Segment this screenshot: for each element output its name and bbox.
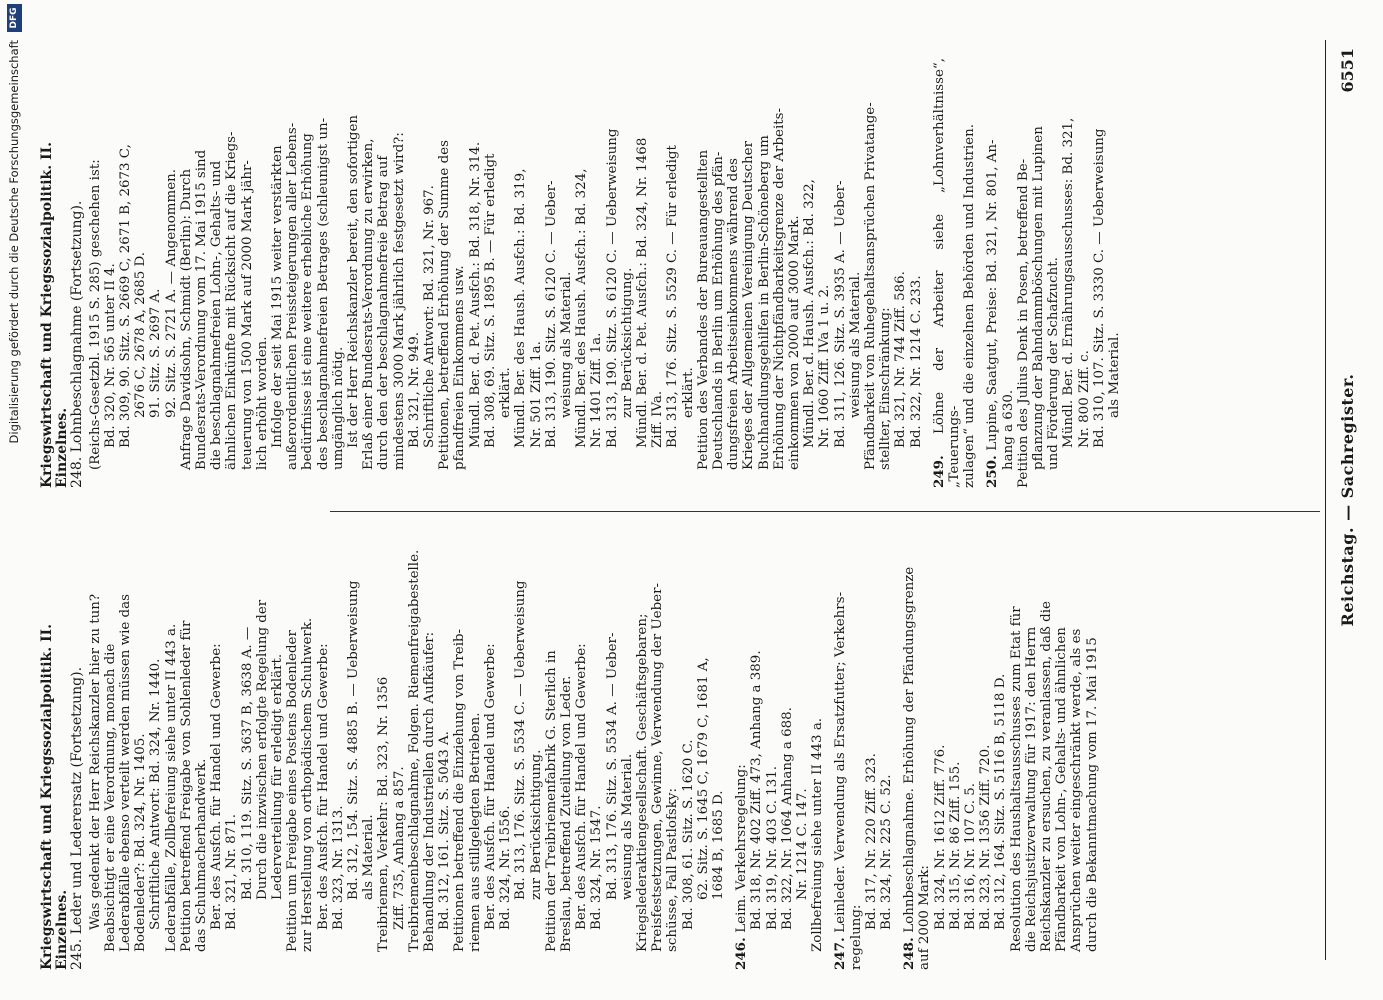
left_column.lines-text-line: zur Herstellung von orthopädischem Schuhwerk. bbox=[300, 617, 316, 952]
left_column.lines-text-line: Bd. 321, Nr. 871. bbox=[224, 814, 240, 930]
right_column.lines-text-line: stellter, Einschränkung: bbox=[878, 307, 894, 470]
right_column.lines-text-line: Erlaß einer Bundesrats-Verordnung zu erwirken, bbox=[361, 138, 377, 470]
left_column.lines-text-line: Lederverteilung für erledigt erklärt. bbox=[270, 653, 286, 900]
entry-text: Bd. 318, Nr. 402 Ziff. 473, Anhang a 389. bbox=[749, 650, 765, 930]
entry-text-line bbox=[985, 58, 1000, 488]
left_column.lines-text-line: Preisfestsetzungen, Gewinne, Verwendung der Ueber- bbox=[650, 582, 666, 952]
entry-text-line bbox=[765, 540, 780, 970]
entry-text: Bd. 312, 164. Sitz. S. 5116 B, 5118 D. bbox=[993, 673, 1009, 930]
entry-text-line bbox=[833, 540, 848, 970]
right_column.lines-text-line: 2676 C, 2678 A, 2685 D. bbox=[133, 252, 149, 418]
digitization-footer bbox=[4, 0, 28, 1000]
entry-text-line bbox=[902, 540, 917, 970]
entry-text-line bbox=[978, 540, 993, 970]
entry-text-line bbox=[1039, 540, 1054, 970]
entry-text: Lohnbeschlagnahme. Erhöhung der Pfändungsgrenze bbox=[902, 566, 918, 933]
right-subheading: 248. Lohnbeschlagnahme (Fortsetzung). bbox=[69, 200, 86, 488]
entry-text-line bbox=[1077, 58, 1092, 488]
entry-text: regelung: bbox=[848, 904, 864, 970]
entry-text-line bbox=[993, 540, 1008, 970]
left_column.lines-text-line: Ziff. 735, Anhang a 857. bbox=[391, 766, 407, 930]
entry-text-line bbox=[1054, 540, 1069, 970]
header-title: Reichstag. — Sachregister. bbox=[1338, 373, 1357, 627]
right_column.lines-text-line: Mündl. Ber. d. Pet. Ausfch.: Bd. 324, Nr. 1468 bbox=[634, 137, 650, 448]
right_column.lines-text-line: Schriftliche Antwort: Bd. 321, Nr. 967. bbox=[422, 185, 438, 448]
right_column.lines-text-line: Erhöhung der Nichtpfändbarkeitsgrenze der Arbeits- bbox=[771, 108, 787, 470]
entry-text-line bbox=[810, 540, 825, 970]
dfg-logo: DFG bbox=[7, 4, 22, 32]
entry-text-line bbox=[864, 540, 879, 970]
entry-text: Zollbefreiung siehe unter II 443 a. bbox=[810, 717, 826, 952]
entry-text-line bbox=[734, 540, 749, 970]
right_column.lines-text-line: Bd. 309, 90. Sitz. S. 2669 C, 2671 B, 2673 C, bbox=[118, 144, 134, 448]
left-lines bbox=[88, 540, 727, 970]
right_column.lines-text-line: Bd. 320, Nr. 565 unter II 4. bbox=[102, 263, 118, 448]
entry-text: die Reichsjustizverwaltung für 1917: den Herrn bbox=[1023, 626, 1039, 952]
right-column bbox=[40, 58, 1122, 488]
page-header bbox=[1338, 40, 1366, 960]
right_column.lines-text-line: weisung als Material. bbox=[847, 271, 863, 418]
right_column.lines-text-line: Ist der Herr Reichskanzler bereit, den sofortigen bbox=[346, 114, 362, 448]
left-subheading: 245. Leder und Lederersatz (Fortsetzung). bbox=[69, 666, 86, 970]
left_column.lines-text-line: riemen aus stillgelegten Betrieben. bbox=[467, 712, 483, 952]
right_column.lines-text-line: 91. Sitz. S. 2697 A. bbox=[148, 288, 164, 418]
left_column.lines-text-line: Ber. des Ausfch. für Handel und Gewerbe: bbox=[209, 643, 225, 930]
right_column.lines-text-line: außerordentlichen Preissteigerungen aller Lebens- bbox=[285, 122, 301, 470]
right_column.lines-text-line: Mündl. Ber. des Haush. Ausfch.: Bd. 319, bbox=[513, 168, 529, 448]
entry-text-line bbox=[932, 58, 962, 488]
entry-text: Bd. 319, Nr. 403 C. 131. bbox=[764, 765, 780, 930]
entry-text: Bd. 310, 107. Sitz. S. 3330 C. — Ueberweisung bbox=[1091, 128, 1107, 448]
entry-text: als Material. bbox=[1107, 332, 1123, 418]
right-entries bbox=[924, 58, 1122, 488]
entry-text-line bbox=[1092, 58, 1107, 488]
entry-text-line bbox=[1009, 540, 1024, 970]
right_column.lines-text-line: erklärt. bbox=[498, 367, 514, 418]
entry-text-line bbox=[1046, 58, 1061, 488]
left_column.lines-text-line: zur Berücksichtigung. bbox=[528, 749, 544, 900]
left_column.lines-text-line: das Schuhmacherhandwerk. bbox=[194, 758, 210, 952]
left_column.lines-text-line: Treibriemenbeschlagnahme, Folgen. Riemenfreigabestelle. bbox=[406, 549, 422, 952]
entry-text: Bd. 317, Nr. 220 Ziff. 323. bbox=[863, 753, 879, 930]
right_column.lines-text-line: Mündl. Ber. des Haush. Ausfch.: Bd. 324, bbox=[574, 168, 590, 448]
footer-credit: Digitalisierung gefördert durch die Deutsche Forschungsgemeinschaft bbox=[7, 40, 21, 444]
right-section-heading: Kriegswirtschaft und Kriegssozialpolitik. II. Einzelnes. bbox=[39, 142, 71, 488]
entry-text: Bd. 324, Nr. 225 C. 52. bbox=[878, 774, 894, 930]
left_column.lines-text-line: weisung als Material. bbox=[619, 753, 635, 900]
entry-text: Nr. 800 Ziff. c. bbox=[1076, 350, 1092, 448]
entry-text: Lupine, Saatgut, Preise: Bd. 321, Nr. 801, An- bbox=[985, 139, 1001, 451]
left-section-heading: Kriegswirtschaft und Kriegssozialpolitik. II. Einzelnes. bbox=[39, 624, 71, 970]
entry-text: zulagen“ und die einzelnen Behörden und Industrien. bbox=[962, 124, 978, 488]
right_column.lines-text-line: die beschlagnahmefreien Lohn-, Gehalts- und bbox=[209, 160, 225, 470]
left_column.lines-text-line: Bd. 312, 154. Sitz. S. 4885 B. — Ueberweisung bbox=[346, 580, 362, 900]
right_column.lines-text-line: Krieges der Allgemeinen Vereinigung Deutscher bbox=[741, 141, 757, 470]
entry-gap bbox=[924, 58, 932, 488]
right_column.lines-text-line: pfandfreien Einkommens usw. bbox=[452, 265, 468, 470]
entry-text-line bbox=[917, 540, 932, 970]
right_column.lines-text-line: einkommen von 2000 auf 3000 Mark. bbox=[786, 215, 802, 470]
entry-number: 248. bbox=[901, 932, 918, 970]
entry-text: Resolution des Haushaltsausschusses zum Etat für bbox=[1008, 606, 1024, 952]
left_column.lines-text-line: Petition der Treibriemenfabrik G. Sterlich in bbox=[543, 650, 559, 952]
entry-number: 250. bbox=[984, 450, 1001, 488]
right_column.lines-text-line: Bd. 311, 126. Sitz. S. 3935 A. — Ueber- bbox=[832, 180, 848, 448]
entry-text-line bbox=[963, 540, 978, 970]
entry-text-line bbox=[1001, 58, 1016, 488]
right_column.lines-text-line: Bd. 313, 190. Sitz. S. 6120 C. — Ueber- bbox=[543, 180, 559, 448]
left_column.lines-text-line: Bd. 310, 119. Sitz. S. 3637 B, 3638 A. — bbox=[239, 626, 255, 900]
right_column.lines-text-line: Nr. 1401 Ziff. 1a. bbox=[589, 332, 605, 448]
right_column.lines-text-line: Petitionen, betreffend Erhöhung der Summe des bbox=[437, 140, 453, 470]
entry-number: 246. bbox=[733, 932, 750, 970]
left_column.lines-text-line: Behandlung der Industriellen durch Aufkäufer: bbox=[422, 631, 438, 952]
right_column.lines-text-line: ähnlichen Einkünfte mit Rücksicht auf die Kriegs- bbox=[224, 131, 240, 470]
entry-text-line bbox=[1031, 58, 1046, 488]
right_column.lines-text-line: des beschlagnahmefreien Betrages (schleunigst un- bbox=[315, 117, 331, 470]
right_column.lines-text-line: umgänglich nötig. bbox=[330, 346, 346, 470]
entry-text-line bbox=[1024, 540, 1039, 970]
right_column.lines-text-line: erklärt. bbox=[680, 367, 696, 418]
right_column.lines-text-line: Bd. 322, Nr. 1214 C. 233. bbox=[908, 275, 924, 448]
right_column.lines-text-line: Bd. 321, Nr. 744 Ziff. 586. bbox=[893, 271, 909, 448]
entry-text-line bbox=[849, 540, 864, 970]
left_column.lines-text-line: Bd. 312, 161. Sitz. S. 5043 A. bbox=[437, 731, 453, 930]
entry-text: Bd. 315, Nr. 86 Ziff. 155. bbox=[947, 761, 963, 930]
entry-text: Bd. 324, Nr. 1612 Ziff. 776. bbox=[932, 744, 948, 930]
left_column.lines-text-line: Breslau, betreffend Zuteilung von Leder. bbox=[558, 675, 574, 952]
right_column.lines-text-line: 92. Sitz. S. 2721 A. — Angenommen. bbox=[163, 168, 179, 418]
entry-text-line bbox=[795, 540, 810, 970]
left_column.lines-text-line: Beabsichtigt er eine Verordnung, monach die bbox=[102, 643, 118, 952]
right_column.lines-text-line: durch den der beschlagnahmefreie Betrag auf bbox=[376, 155, 392, 470]
entry-text-line bbox=[749, 540, 764, 970]
right_column.lines-text-line: teuerung von 1500 Mark auf 2000 Mark jähr- bbox=[239, 160, 255, 470]
left_column.lines-text-line: Lederabfälle ebenso verteilt werden müssen wie das bbox=[118, 594, 134, 952]
left_column.lines-text-line: Ber. des Ausfch. für Handel und Gewerbe: bbox=[482, 643, 498, 930]
right_column.lines-text-line: Buchhandlungsgehilfen in Berlin-Schöneberg um bbox=[756, 135, 772, 470]
left_column.lines-text-line: als Material. bbox=[361, 814, 377, 900]
right-lines bbox=[88, 58, 924, 488]
entry-gap bbox=[894, 540, 902, 970]
right_column.lines-text-line: mindestens 3000 Mark jährlich festgesetzt wird?: bbox=[391, 132, 407, 470]
entry-number: 247. bbox=[832, 932, 849, 970]
entry-gap bbox=[726, 540, 734, 970]
right_column.lines-text-line: (Reichs-Gesetzbl. 1915 S. 285) geschehen ist: bbox=[87, 159, 103, 470]
left_column.lines-text-line: Kriegslederaktiengesellschaft. Geschäftsgebaren; bbox=[634, 613, 650, 952]
page-number: 6551 bbox=[1338, 48, 1357, 93]
entry-text: Leinleder. Verwendung als Ersatzfutter; Verkehrs- bbox=[833, 591, 849, 933]
entry-text-line bbox=[1085, 540, 1100, 970]
left_column.lines-text-line: 1684 B, 1685 D. bbox=[710, 790, 726, 900]
left_column.lines-text-line: Bodenleder?: Bd. 324, Nr. 1405. bbox=[133, 733, 149, 952]
left_column.lines-text-line: Petition um Freigabe eines Postens Bodenleder bbox=[285, 630, 301, 952]
left-column bbox=[40, 540, 1100, 970]
left_column.lines-text-line: Bd. 313, 176. Sitz. S. 5534 C. — Ueberweisung bbox=[513, 580, 529, 900]
left_column.lines-text-line: Durch die inzwischen erfolgte Regelung der bbox=[254, 599, 270, 900]
right_column.lines-text-line: Nr. 1060 Ziff. IVa 1 u. 2. bbox=[817, 284, 833, 448]
entry-text: Bd. 316, Nr. 107 C. 5. bbox=[962, 782, 978, 930]
entry-text: Leim. Verkehrsregelung: bbox=[734, 764, 750, 933]
entry-text-line bbox=[780, 540, 795, 970]
right_column.lines-text-line: bedürfnisse ist eine weitere erhebliche Erhöhung bbox=[300, 133, 316, 470]
right_column.lines-text-line: Bundesrats-Verordnung vom 17. Mai 1915 sind bbox=[194, 149, 210, 470]
header-rule bbox=[1325, 40, 1326, 960]
left_column.lines-text-line: Lederabfälle, Zollbefreiung siehe unter II 443 a. bbox=[163, 623, 179, 952]
entry-text-line bbox=[948, 540, 963, 970]
right_column.lines-text-line: Deutschlands in Berlin um Erhöhung des pfän- bbox=[710, 151, 726, 470]
right_column.lines-text-line: Ziff. IVa. bbox=[650, 390, 666, 448]
right_column.lines-text-line: Anfrage Davidsohn, Schmidt (Berlin): Durch bbox=[178, 168, 194, 470]
left_column.lines-text-line: Bd. 308, 61. Sitz. S. 1620 C. bbox=[680, 739, 696, 930]
right_column.lines-text-line: lich erhöht worden. bbox=[254, 336, 270, 470]
entry-text-line bbox=[1069, 540, 1084, 970]
entry-text: Bd. 323, Nr. 1356 Ziff. 720. bbox=[978, 744, 994, 930]
right_column.lines-text-line: Mündl. Ber. d. Pet. Ausfch.: Bd. 318, Nr. 314. bbox=[467, 141, 483, 448]
right_column.lines-text-line: Pfändbarkeit von Ruhegehaltsansprüchen Privatange- bbox=[862, 102, 878, 470]
entry-text-line bbox=[1016, 58, 1031, 488]
entry-text: Pfändbarkeit von Lohn-, Gehalts- und ähnlichen bbox=[1054, 627, 1070, 952]
right_column.lines-text-line: zur Berücksichtigung. bbox=[619, 267, 635, 418]
right_column.lines-text-line: Petition des Verbandes der Bureauangestellten bbox=[695, 149, 711, 470]
entry-text: Petition des Julius Denk in Posen, betreffend Be- bbox=[1015, 158, 1031, 488]
right_column.lines-text-line: Nr. 501 Ziff. 1a. bbox=[528, 341, 544, 448]
entry-text: durch die Bekanntmachung vom 17. Mai 1915 bbox=[1084, 637, 1100, 952]
entry-text-line bbox=[962, 58, 977, 488]
right_column.lines-text-line: Infolge der seit Mai 1915 weiter verstärkten bbox=[270, 145, 286, 448]
right_column.lines-text-line: Bd. 321, Nr. 949. bbox=[406, 332, 422, 448]
entry-text: pflanzung der Bahndammböschungen mit Lupinen bbox=[1031, 126, 1046, 470]
left_column.lines-text-line: Ber. des Ausfch. für Handel und Gewerbe: bbox=[315, 643, 331, 930]
left_column.lines-text-line: schüsse, Fall Pastlofsky: bbox=[665, 788, 681, 952]
entry-text-line bbox=[1107, 58, 1122, 488]
right_column.lines-text-line: Mündl. Ber. d. Haush. Ausfch.: Bd. 322, bbox=[802, 179, 818, 448]
left_column.lines-text-line: Bd. 324, Nr. 1547. bbox=[589, 805, 605, 930]
entry-text-line bbox=[933, 540, 948, 970]
entry-text: auf 2000 Mark: bbox=[917, 865, 933, 970]
entry-text: Nr. 1214 C. 147. bbox=[794, 788, 810, 900]
left_column.lines-text-line: Was gedenkt der Herr Reichskanzler hier zu tun? bbox=[87, 593, 103, 930]
entry-text-line bbox=[879, 540, 894, 970]
left_column.lines-text-line: Petition betreffend Freigabe von Sohlenleder für bbox=[178, 620, 194, 952]
left_column.lines-text-line: Ber. des Ausfch. für Handel und Gewerbe: bbox=[574, 643, 590, 930]
column-divider bbox=[330, 511, 1320, 512]
left_column.lines-text-line: Bd. 313, 176. Sitz. S. 5534 A. — Ueber- bbox=[604, 632, 620, 900]
left_column.lines-text-line: 62. Sitz. S. 1645 C, 1679 C, 1681 A, bbox=[695, 657, 711, 900]
entry-text: und Förderung der Schafzucht. bbox=[1046, 257, 1062, 470]
right_column.lines-text-line: weisung als Material. bbox=[558, 271, 574, 418]
right_column.lines-text-line: Bd. 313, 190. Sitz. S. 6120 C. — Ueberweisung bbox=[604, 128, 620, 448]
left_column.lines-text-line: Bd. 323, Nr. 1313. bbox=[330, 805, 346, 930]
entry-text-line bbox=[1061, 58, 1076, 488]
entry-text: Mündl. Ber. d. Ernährungsausschusses: Bd. 321, bbox=[1061, 117, 1077, 448]
right_column.lines-text-line: Bd. 308, 69. Sitz. S. 1895 B. — Für erledigt bbox=[482, 153, 498, 448]
entry-text: Löhne der Arbeiter siehe „Lohnverhältnisse“, „Teuerungs- bbox=[931, 58, 962, 488]
left_column.lines-text-line: Schriftliche Antwort: Bd. 324, Nr. 1440. bbox=[148, 658, 164, 930]
entry-text: Bd. 322, Nr. 1064 Anhang a 688. bbox=[779, 707, 795, 930]
entry-text: Ansprüchen weiter eingeschränkt werde, als es bbox=[1069, 628, 1085, 952]
right_column.lines-text-line: Bd. 313, 176. Sitz. S. 5529 C. — Für erledigt bbox=[665, 145, 681, 448]
left_column.lines-text-line: Petitionen betreffend die Einziehung von Treib- bbox=[452, 628, 468, 952]
right_column.lines-text-line: dungsfreien Arbeitseinkommens während des bbox=[726, 157, 742, 470]
entry-text: Reichskanzler zu ersuchen, zu veranlassen, daß die bbox=[1039, 601, 1054, 952]
entry-text: hang a 630. bbox=[1000, 389, 1016, 470]
entry-number: 249. bbox=[930, 434, 947, 488]
left-entries bbox=[726, 540, 1100, 970]
left_column.lines-text-line: Bd. 324, Nr. 1556. bbox=[498, 805, 514, 930]
left_column.lines-text-line: Treibriemen, Verkehr: Bd. 323, Nr. 1356 bbox=[376, 676, 392, 952]
